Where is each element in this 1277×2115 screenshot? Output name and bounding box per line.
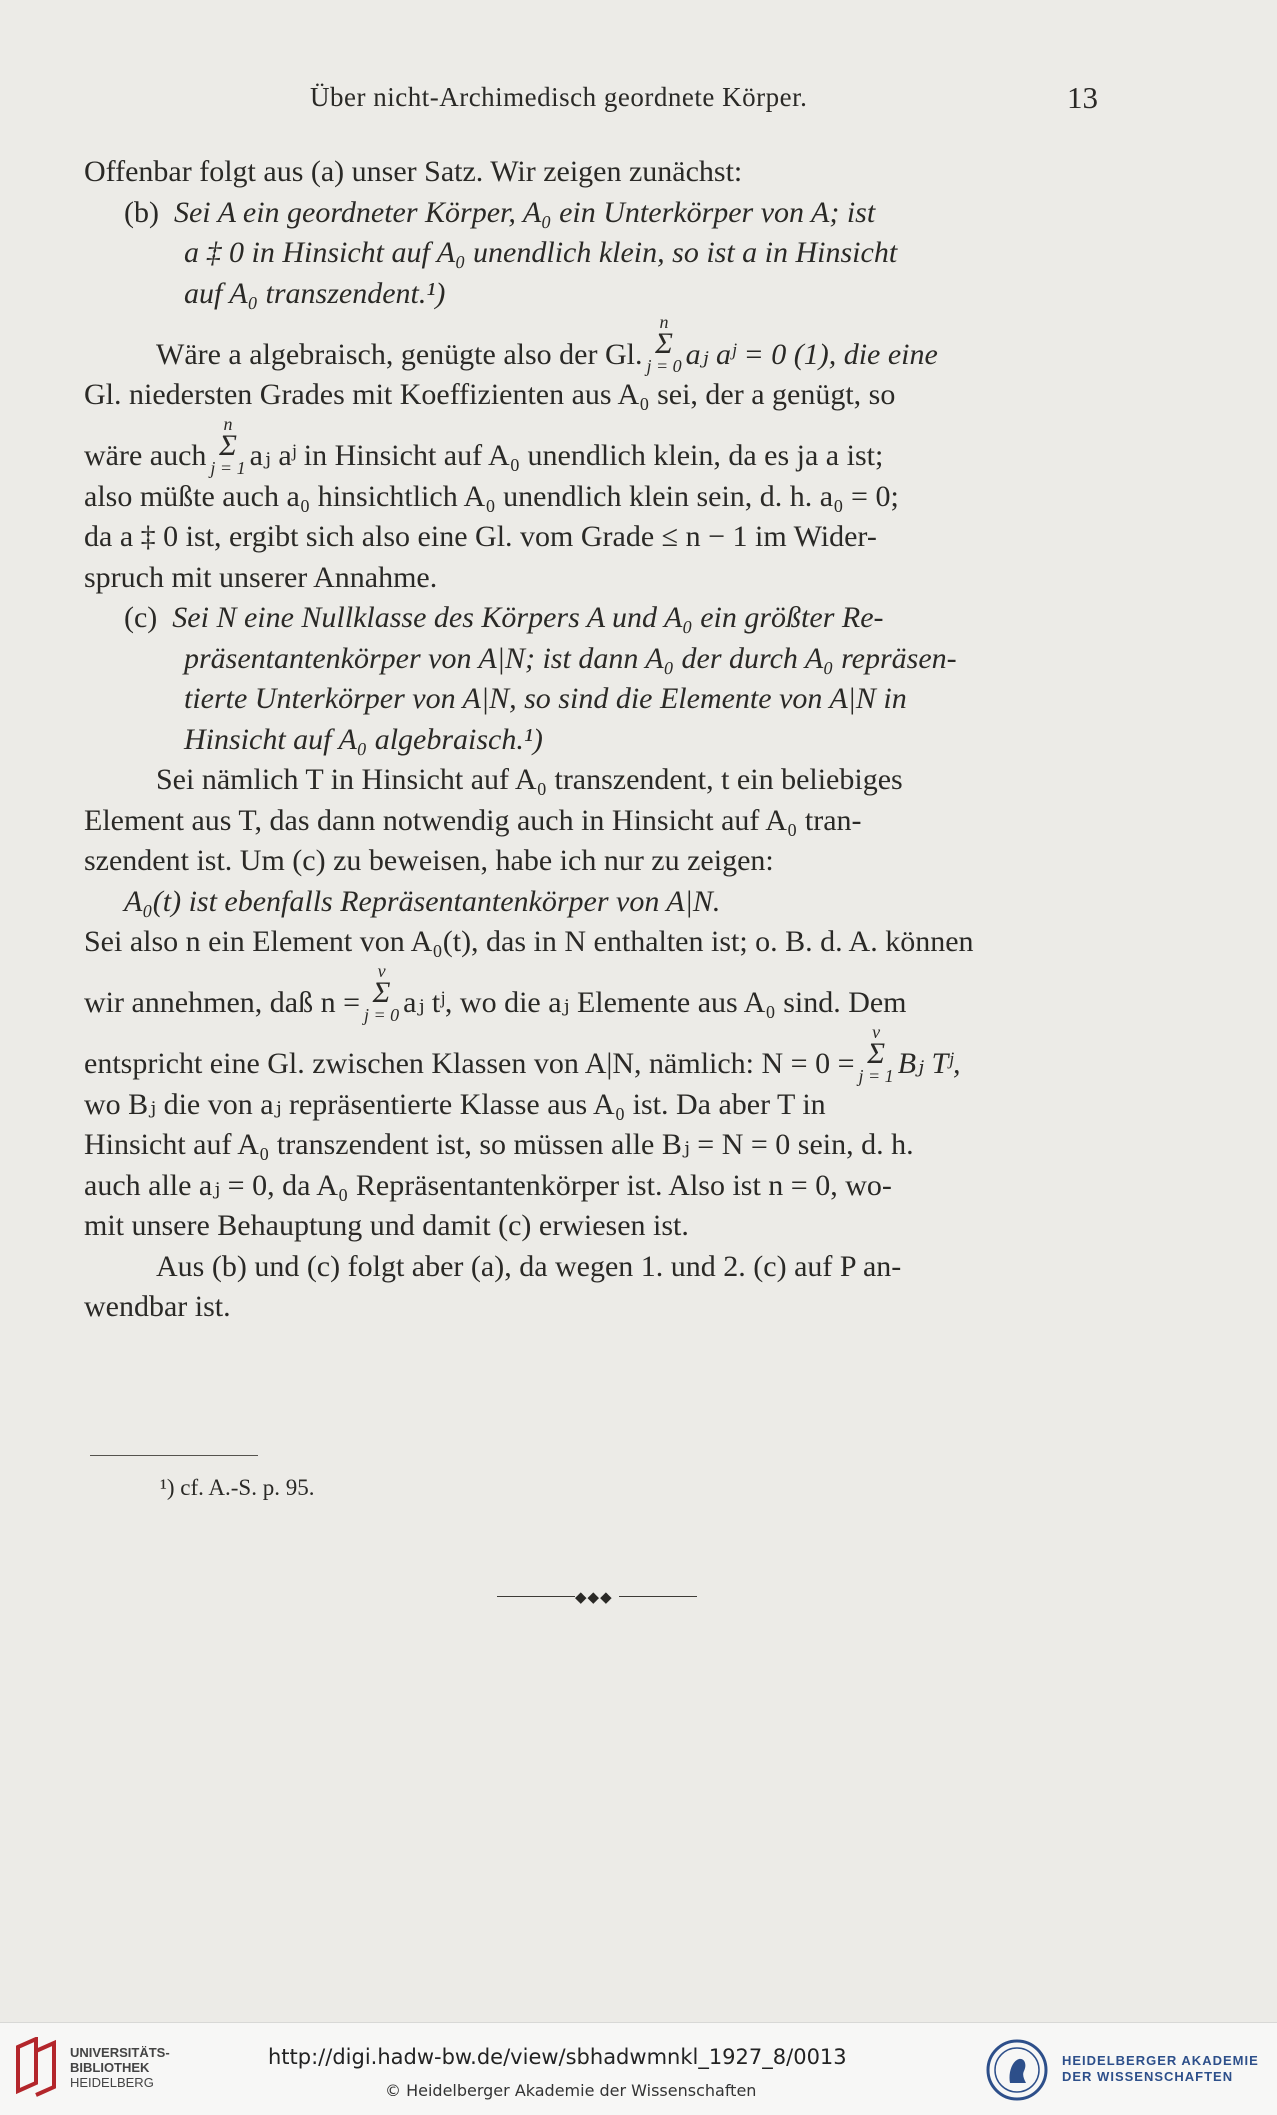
text-span: Gl. niedersten Grades mit Koeffizienten aus A₀ sei, der a genügt, so [84,378,896,411]
sum-lower-limit: j = 1 [858,1065,894,1086]
text-span: aⱼ aʲ = 0 (1), die eine [685,337,938,371]
text-line [84,679,1106,720]
ornament-line-left [497,1596,575,1597]
text-span: Sei N eine Nullklasse des Körpers A und A₀ ein größter Re- [172,601,884,634]
text-span: wo Bⱼ die von aⱼ repräsentierte Klasse aus A₀ ist. Da aber T in [84,1087,826,1121]
text-span: tierte Unterkörper von A|N, so sind die Elemente von A|N in [184,682,907,715]
text-line [84,720,1106,761]
text-line [84,922,1106,963]
page-number: 13 [1067,80,1098,115]
text-span: a ‡ 0 in Hinsicht auf A₀ unendlich klein, so ist a in Hinsicht [184,236,898,269]
text-line [84,801,1106,842]
text-span: A₀(t) ist ebenfalls Repräsentantenkörper von A|N. [124,884,721,918]
text-line [84,1166,1106,1207]
item-label: (b) [124,195,159,229]
text-span: Hinsicht auf A₀ algebraisch.¹) [184,722,543,756]
sum-upper-limit: ν [377,960,386,981]
university-library-logo [14,2037,58,2097]
text-span: wir annehmen, daß n = [84,986,361,1019]
text-line [84,274,1106,315]
summation-symbol [210,415,245,477]
text-span: auf A₀ transzendent.¹) [184,276,446,310]
text-line [84,760,1106,801]
text-span: Sei also n ein Element von A₀(t), das in N enthalten ist; o. B. d. A. können [84,925,974,958]
library-name-line: UNIVERSITÄTS- [70,2045,170,2060]
text-span: Wäre a algebraisch, genügte also der Gl. [156,337,643,371]
text-line [84,517,1106,558]
sigma-sign: Σ [372,975,391,1009]
text-span: Element aus T, das dann notwendig auch in Hinsicht auf A₀ tran- [84,803,862,837]
sigma-sign: Σ [867,1036,886,1070]
text-span: präsentantenkörper von A|N; ist dann A₀ der durch A₀ repräsen- [184,641,957,675]
text-line [84,1125,1106,1166]
body-text [84,152,1106,1328]
text-line [84,841,1106,882]
sigma-sign: Σ [655,327,673,360]
text-span: auch alle aⱼ = 0, da A₀ Repräsentantenkörper ist. Also ist n = 0, wo- [84,1168,892,1202]
text-line [84,1247,1106,1288]
text-span: spruch mit unserer Annahme. [84,560,438,594]
text-line [84,558,1106,599]
text-span: wäre auch [84,439,207,472]
text-line [84,1021,1106,1086]
text-span: aⱼ aʲ in Hinsicht auf A₀ unendlich klein, da es ja a ist; [249,439,884,472]
sum-lower-limit: j = 0 [646,356,682,376]
library-name [70,2045,170,2090]
footnote-divider [90,1455,258,1456]
running-head [0,82,1277,122]
ornament-line-right [619,1596,697,1597]
footnote: ¹) cf. A.-S. p. 95. [160,1475,315,1500]
academy-name [1062,2053,1259,2085]
text-span: Offenbar folgt aus (a) unser Satz. Wir zeigen zunächst: [84,155,743,188]
academy-name-line: HEIDELBERGER AKADEMIE [1062,2053,1259,2068]
permalink-url[interactable]: http://digi.hadw-bw.de/view/sbhadwmnkl_1927_8/0013 [268,2045,847,2069]
item-label: (c) [124,601,158,634]
text-span: mit unsere Behauptung und damit (c) erwiesen ist. [84,1209,689,1242]
text-span: Sei A ein geordneter Körper, A₀ ein Unterkörper von A; ist [173,195,876,229]
copyright-notice: © Heidelberger Akademie der Wissenschaften [385,2081,757,2100]
text-line [84,375,1106,416]
text-span: Aus (b) und (c) folgt aber (a), da wegen 1. und 2. (c) auf P an- [156,1249,902,1283]
sigma-sign: Σ [219,428,237,462]
academy-seal-icon [986,2039,1048,2101]
text-line [84,1206,1106,1247]
text-span: Hinsicht auf A₀ transzendent ist, so müssen alle Bⱼ = N = 0 sein, d. h. [84,1128,914,1161]
ornament-dots: ◆◆◆ [575,1590,613,1606]
end-ornament [497,1588,697,1606]
sum-lower-limit: j = 0 [364,1004,400,1025]
text-line [84,598,1106,639]
text-line [84,193,1106,234]
text-span: szendent ist. Um (c) zu beweisen, habe ich nur zu zeigen: [84,844,774,877]
text-span: Bⱼ Tʲ, [897,1047,961,1080]
viewer-footer [0,2022,1277,2115]
text-line [84,477,1106,518]
text-span: also müßte auch a₀ hinsichtlich A₀ unendlich klein sein, d. h. a₀ = 0; [84,479,899,513]
sum-upper-limit: ν [872,1021,881,1042]
sum-lower-limit: j = 1 [210,457,246,478]
library-name-line: HEIDELBERG [70,2075,154,2090]
text-line [84,882,1106,923]
text-line [84,413,1106,478]
sum-upper-limit: n [659,312,669,332]
sum-upper-limit: n [223,413,233,434]
running-title: Über nicht-Archimedisch geordnete Körper. [310,82,808,112]
text-span: wendbar ist. [84,1290,231,1323]
text-span: da a ‡ 0 ist, ergibt sich also eine Gl. vom Grade ≤ n − 1 im Wider- [84,520,877,553]
summation-symbol [646,313,681,375]
text-span: entspricht eine Gl. zwischen Klassen von A|N, nämlich: N = 0 = [84,1047,855,1080]
text-line [84,960,1106,1025]
text-span: aⱼ tʲ, wo die aⱼ Elemente aus A₀ sind. Dem [403,986,907,1019]
summation-symbol [859,1023,894,1085]
text-line [84,314,1106,375]
text-line [84,152,1106,193]
academy-name-line: DER WISSENSCHAFTEN [1062,2069,1234,2084]
summation-symbol [364,962,399,1024]
text-line [84,639,1106,680]
text-span: Sei nämlich T in Hinsicht auf A₀ transzendent, t ein beliebiges [156,763,903,796]
text-line [84,1085,1106,1126]
library-name-line: BIBLIOTHEK [70,2060,150,2075]
text-line [84,233,1106,274]
text-line [84,1287,1106,1328]
